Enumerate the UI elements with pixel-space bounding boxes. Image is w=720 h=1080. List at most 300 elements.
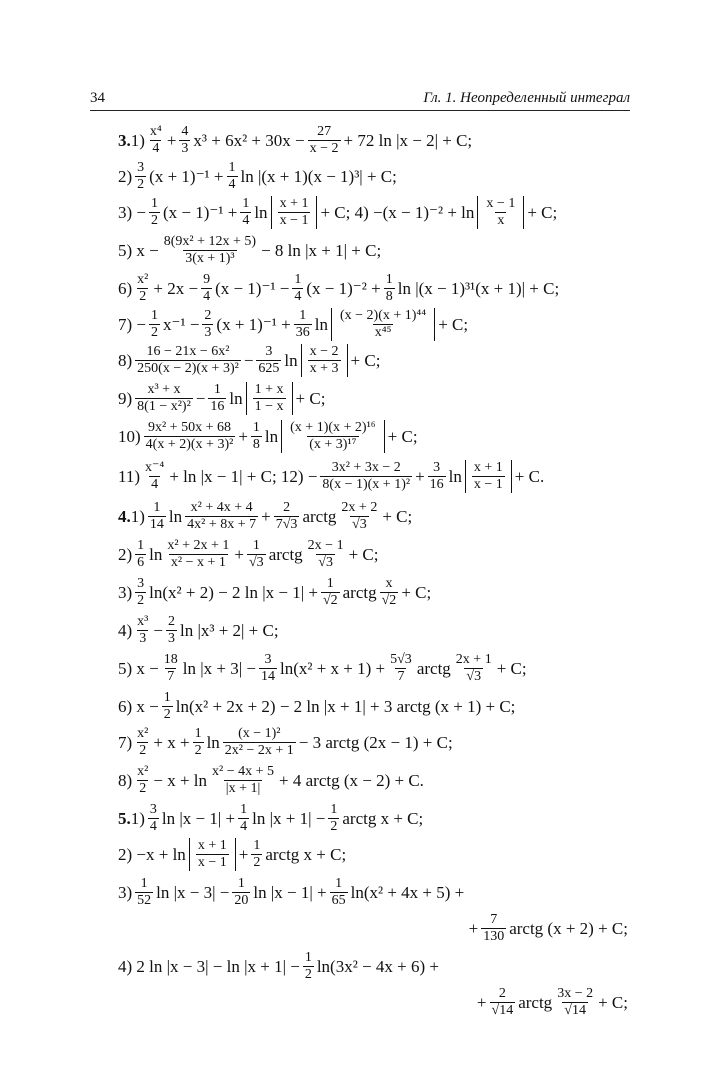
fraction (148, 500, 166, 533)
numerator: x − 2 (309, 344, 339, 359)
answer-line (118, 538, 378, 571)
formula-text: + C; (598, 992, 628, 1012)
numerator: 9 (203, 272, 211, 287)
fraction (294, 308, 312, 341)
formula-text: ln (264, 426, 279, 446)
denominator: |x + 1| (225, 781, 261, 797)
formula-text: + C; (401, 582, 432, 602)
denominator: 4 (203, 289, 211, 305)
fraction (196, 838, 229, 871)
formula-text: (x + 1)⁻¹ + (216, 314, 291, 334)
formula-text: 6) x − (118, 696, 159, 716)
absolute-value (331, 308, 435, 341)
fraction (135, 876, 153, 909)
denominator: 7√3 (275, 517, 298, 533)
formula-text: 6) (118, 278, 133, 298)
fraction (185, 500, 258, 533)
numerator: x³ (137, 614, 149, 629)
formula-text: ln(x² + 2x + 2) − 2 ln |x + 1| + 3 arctg (x + 1) + C; (175, 696, 516, 716)
numerator: 1 (163, 690, 171, 705)
fraction (256, 344, 281, 377)
denominator: 65 (331, 893, 346, 909)
formula-text: x³ + 6x² + 30x − (193, 130, 305, 150)
numerator: 3 (264, 652, 272, 667)
denominator: 2 (330, 819, 338, 835)
numerator: x + 1 (279, 196, 309, 211)
formula-text: + C; (382, 506, 413, 526)
formula-text: + C; (295, 388, 326, 408)
answer-line (118, 764, 424, 797)
numerator: 1 (252, 420, 260, 435)
fraction (253, 382, 286, 415)
formula-text: ln (284, 350, 298, 370)
numerator: 1 (240, 802, 248, 817)
formula-text: + 72 ln |x − 2| + C; (343, 130, 473, 150)
absolute-value (271, 196, 318, 229)
numerator: 8(9x² + 12x + 5) (163, 234, 257, 249)
numerator: 1 (237, 876, 245, 891)
numerator: 1 (228, 160, 236, 175)
fraction (135, 538, 146, 571)
denominator: √3 (352, 517, 367, 533)
formula-text: + C. (514, 466, 545, 486)
formula-text: − x + ln (153, 770, 208, 790)
formula-text: + C; (496, 658, 527, 678)
page-number: 34 (90, 90, 105, 106)
formula-text: 5) x − (118, 240, 159, 260)
fraction (247, 538, 266, 571)
numerator: 2x + 1 (455, 652, 492, 667)
numerator: 1 (326, 576, 334, 591)
formula-text: 8) (118, 350, 133, 370)
formula-text: − (195, 388, 206, 408)
formula-text: 3) − (118, 202, 146, 222)
denominator: 4 (242, 213, 250, 229)
fraction (144, 420, 236, 453)
fraction (238, 802, 249, 835)
numerator: 3x − 2 (557, 986, 594, 1001)
numerator: 3 (149, 802, 157, 817)
chapter-title: Гл. 1. Неопределенный интеграл (423, 90, 630, 106)
formula-text: + ln |x − 1| + C; 12) − (169, 466, 318, 486)
fraction (240, 196, 251, 229)
formula-text: 9) (118, 388, 133, 408)
formula-text: + 2x − (153, 278, 199, 298)
formula-text: arctg x + C; (265, 844, 347, 864)
numerator: 2 (498, 986, 506, 1001)
formula-text: − 8 ln |x + 1| + C; (261, 240, 382, 260)
answer-line (118, 576, 431, 609)
fraction (308, 124, 341, 157)
formula-text: ln(x² + x + 1) + (279, 658, 386, 678)
formula-text: ln |x − 1| + (253, 882, 327, 902)
fraction (179, 124, 190, 157)
fraction (135, 576, 146, 609)
formula-text: ln(x² + 2) − 2 ln |x − 1| + (149, 582, 318, 602)
fraction (149, 308, 160, 341)
denominator: √2 (322, 593, 338, 609)
denominator: 7 (167, 669, 175, 685)
denominator: √3 (318, 555, 333, 571)
fraction (208, 382, 226, 415)
denominator: 4(x + 2)(x + 3)² (145, 437, 234, 453)
numerator: 3 (137, 576, 145, 591)
formula-text: 2) −x + ln (118, 844, 186, 864)
answer-line (118, 272, 559, 305)
fraction (292, 272, 303, 305)
answer-line (118, 196, 557, 229)
formula-text: 3) (118, 882, 133, 902)
formula-text: 1) (130, 808, 145, 828)
numerator: 1 (194, 726, 202, 741)
fraction (135, 160, 146, 193)
fraction (162, 234, 258, 267)
problem-number: 5. (118, 808, 131, 828)
denominator: 4 (228, 177, 236, 193)
denominator: 2 (304, 967, 312, 983)
answer-line (118, 986, 628, 1019)
numerator: 2x − 1 (307, 538, 344, 553)
numerator: 1 (253, 838, 261, 853)
answer-line (118, 160, 397, 193)
numerator: 1 (335, 876, 343, 891)
denominator: 2x² − 2x + 1 (224, 743, 294, 759)
numerator: 1 (385, 272, 393, 287)
denominator: 4 (152, 141, 160, 157)
numerator: 9x² + 50x + 68 (147, 420, 231, 435)
denominator: 14 (149, 517, 164, 533)
fraction (165, 538, 231, 571)
fraction (135, 344, 241, 377)
denominator: 14 (260, 669, 275, 685)
answer-line (118, 802, 423, 835)
numerator: x² − 4x + 5 (212, 764, 275, 779)
answer-line (118, 460, 544, 493)
fraction (384, 272, 395, 305)
numerator: 1 (330, 802, 338, 817)
denominator: 250(x − 2)(x + 3)² (137, 361, 239, 377)
absolute-value (189, 838, 236, 871)
denominator: 2 (151, 325, 158, 341)
denominator: 3 (167, 631, 175, 647)
denominator: 3 (139, 631, 147, 647)
denominator: 4x² + 8x + 7 (187, 517, 257, 533)
denominator: 2 (253, 855, 261, 871)
numerator: 2x + 2 (341, 500, 378, 515)
formula-text: ln(3x² − 4x + 6) + (316, 956, 439, 976)
fraction (380, 576, 399, 609)
formula-text: + (415, 466, 425, 486)
denominator: 2 (139, 781, 147, 797)
formula-text: 4) 2 ln |x − 3| − ln |x + 1| − (118, 956, 300, 976)
denominator: 4 (240, 819, 248, 835)
fraction (328, 802, 339, 835)
numerator: x² (137, 726, 149, 741)
answer-line (118, 950, 439, 983)
fraction (288, 420, 378, 453)
numerator: 18 (163, 652, 178, 667)
denominator: 1 − x (254, 399, 284, 415)
denominator: x − 1 (473, 477, 503, 493)
fraction (135, 764, 150, 797)
numerator: 1 (242, 196, 250, 211)
formula-text: ln (448, 466, 462, 486)
fraction (232, 876, 250, 909)
denominator: x − 2 (309, 141, 339, 157)
denominator: 4 (149, 819, 157, 835)
fraction (321, 576, 340, 609)
denominator: 130 (483, 929, 505, 945)
formula-text: − (153, 620, 163, 640)
numerator: 16 − 21x − 6x² (146, 344, 230, 359)
answer-line (118, 420, 418, 453)
answer-line (118, 726, 453, 759)
numerator: 1 (252, 538, 260, 553)
fraction (274, 500, 300, 533)
denominator: 2 (139, 743, 147, 759)
denominator: 2 (139, 289, 147, 305)
formula-text: 4) (118, 620, 133, 640)
fraction (223, 726, 296, 759)
fraction (428, 460, 446, 493)
numerator: x² + 4x + 4 (190, 500, 253, 515)
formula-text: arctg (518, 992, 553, 1012)
denominator: 2 (151, 213, 158, 229)
fraction (251, 420, 262, 453)
denominator: 8 (385, 289, 393, 305)
formula-text: + (261, 506, 271, 526)
formula-text: 2) (118, 544, 133, 564)
formula-text: + C; (387, 426, 418, 446)
formula-text: 10) (118, 426, 141, 446)
fraction (193, 726, 204, 759)
fraction (555, 986, 595, 1019)
formula-text: arctg (416, 658, 451, 678)
answer-line (118, 838, 346, 871)
fraction (166, 614, 177, 647)
fraction (472, 460, 505, 493)
formula-text: ln |(x − 1)³¹(x + 1)| + C; (397, 278, 560, 298)
denominator: 8 (252, 437, 260, 453)
formula-text: arctg (x + 2) + C; (509, 918, 628, 938)
formula-text: + (234, 544, 244, 564)
fraction (308, 344, 341, 377)
denominator: 16 (210, 399, 225, 415)
denominator: x² − x + 1 (170, 555, 226, 571)
denominator: √3 (466, 669, 482, 685)
fraction (210, 764, 276, 797)
answer-line (118, 614, 279, 647)
formula-text: ln (168, 506, 183, 526)
formula-text: 5) x − (118, 658, 159, 678)
numerator: 2 (204, 308, 212, 323)
denominator: 16 (429, 477, 444, 493)
denominator: √2 (381, 593, 397, 609)
denominator: √14 (491, 1003, 514, 1019)
formula-text: ln |x − 3| − (156, 882, 230, 902)
fraction (330, 876, 348, 909)
absolute-value (465, 460, 512, 493)
numerator: (x − 2)(x + 1)⁴⁴ (339, 308, 427, 323)
denominator: 3 (181, 141, 189, 157)
numerator: 1 (151, 308, 158, 323)
denominator: 8(x − 1)(x + 1)² (322, 477, 411, 493)
formula-text: ln |x + 1| − (252, 808, 326, 828)
fraction (481, 912, 506, 945)
formula-text: + C; (348, 544, 379, 564)
answer-line (118, 382, 325, 415)
formula-text: + (476, 992, 487, 1012)
fraction (135, 382, 193, 415)
numerator: x + 1 (197, 838, 227, 853)
denominator: 4 (151, 477, 159, 493)
formula-text: ln |x − 1| + (161, 808, 236, 828)
denominator: 7 (397, 669, 405, 685)
formula-text: + C; (438, 314, 469, 334)
answer-line (118, 912, 628, 945)
denominator: 8(1 − x²)² (137, 399, 191, 415)
fraction (143, 460, 166, 493)
fraction (484, 196, 517, 229)
fraction (320, 460, 412, 493)
absolute-value (246, 382, 293, 415)
denominator: 6 (137, 555, 145, 571)
formula-text: ln (314, 314, 328, 334)
formula-text: + (238, 844, 249, 864)
denominator: 36 (295, 325, 310, 341)
fraction (135, 272, 150, 305)
numerator: 3x² + 3x − 2 (331, 460, 401, 475)
answer-line (118, 652, 527, 685)
formula-text: (x − 1)⁻¹ + (163, 202, 238, 222)
numerator: x + 1 (473, 460, 503, 475)
fraction (162, 690, 173, 723)
answer-line (118, 876, 464, 909)
denominator: x + 3 (309, 361, 339, 377)
fraction (339, 500, 379, 533)
denominator: 2 (137, 177, 145, 193)
answer-line (118, 234, 381, 267)
numerator: 3 (433, 460, 441, 475)
fraction (490, 986, 516, 1019)
numerator: 7 (490, 912, 498, 927)
formula-text: + (468, 918, 479, 938)
problem-number: 3. (118, 130, 131, 150)
absolute-value (281, 420, 385, 453)
formula-text: + C; 4) −(x − 1)⁻² + ln (320, 202, 475, 222)
numerator: 1 + x (254, 382, 284, 397)
denominator: 2 (163, 707, 171, 723)
numerator: x − 1 (486, 196, 516, 211)
numerator: 4 (181, 124, 189, 139)
answer-line (118, 308, 468, 341)
numerator: 1 (151, 196, 158, 211)
denominator: 625 (258, 361, 280, 377)
answer-line (118, 500, 412, 533)
numerator: 2 (283, 500, 291, 515)
denominator: 20 (234, 893, 249, 909)
formula-text: + 4 arctg (x − 2) + C. (279, 770, 424, 790)
formula-text: ln (149, 544, 163, 564)
absolute-value (301, 344, 348, 377)
fraction (202, 308, 213, 341)
denominator: 2 (194, 743, 202, 759)
formula-text: + C; (350, 350, 381, 370)
denominator: 3(x + 1)³ (185, 251, 235, 267)
fraction (259, 652, 277, 685)
formula-text: ln |x + 3| − (182, 658, 256, 678)
formula-text: arctg (342, 582, 377, 602)
denominator: √3 (249, 555, 264, 571)
numerator: 1 (299, 308, 307, 323)
fraction (149, 196, 160, 229)
numerator: 1 (213, 382, 221, 397)
denominator: 4 (294, 289, 302, 305)
numerator: 3 (137, 160, 145, 175)
formula-text: ln |x³ + 2| + C; (179, 620, 279, 640)
numerator: 3 (265, 344, 273, 359)
formula-text: arctg (268, 544, 303, 564)
formula-text: ln (254, 202, 268, 222)
formula-text: arctg (302, 506, 337, 526)
denominator: (x + 3)¹⁷ (309, 437, 357, 453)
numerator: x² (137, 272, 149, 287)
fraction (162, 652, 180, 685)
numerator: x⁴ (149, 124, 162, 139)
answer-line (118, 344, 380, 377)
numerator: (x + 1)(x + 2)¹⁶ (290, 420, 376, 435)
fraction (148, 124, 164, 157)
numerator: (x − 1)² (238, 726, 281, 741)
fraction (227, 160, 238, 193)
numerator: x (385, 576, 393, 591)
formula-text: x⁻¹ − (163, 314, 200, 334)
numerator: 1 (137, 538, 145, 553)
formula-text: 8) (118, 770, 133, 790)
denominator: 2 (137, 593, 145, 609)
formula-text: ln(x² + 4x + 5) + (350, 882, 465, 902)
numerator: x⁻⁴ (145, 460, 165, 475)
numerator: 5√3 (390, 652, 412, 667)
numerator: 2 (167, 614, 175, 629)
problem-number: 4. (118, 506, 131, 526)
fraction (148, 802, 159, 835)
denominator: x (497, 213, 505, 229)
fraction (201, 272, 212, 305)
denominator: 3 (204, 325, 212, 341)
numerator: 1 (153, 500, 161, 515)
denominator: x⁴⁵ (374, 325, 392, 341)
denominator: 52 (137, 893, 152, 909)
numerator: x³ + x (147, 382, 181, 397)
fraction (388, 652, 414, 685)
numerator: 1 (140, 876, 148, 891)
fraction (303, 950, 314, 983)
fraction (135, 614, 150, 647)
fraction (454, 652, 494, 685)
fraction (251, 838, 262, 871)
fraction (278, 196, 311, 229)
formula-text: + x + (153, 732, 190, 752)
formula-text: ln (229, 388, 243, 408)
fraction (306, 538, 346, 571)
denominator: x − 1 (279, 213, 309, 229)
formula-text: + (166, 130, 177, 150)
answer-line (118, 124, 472, 157)
formula-text: 11) (118, 466, 141, 486)
absolute-value (477, 196, 524, 229)
formula-text: (x − 1)⁻¹ − (215, 278, 290, 298)
